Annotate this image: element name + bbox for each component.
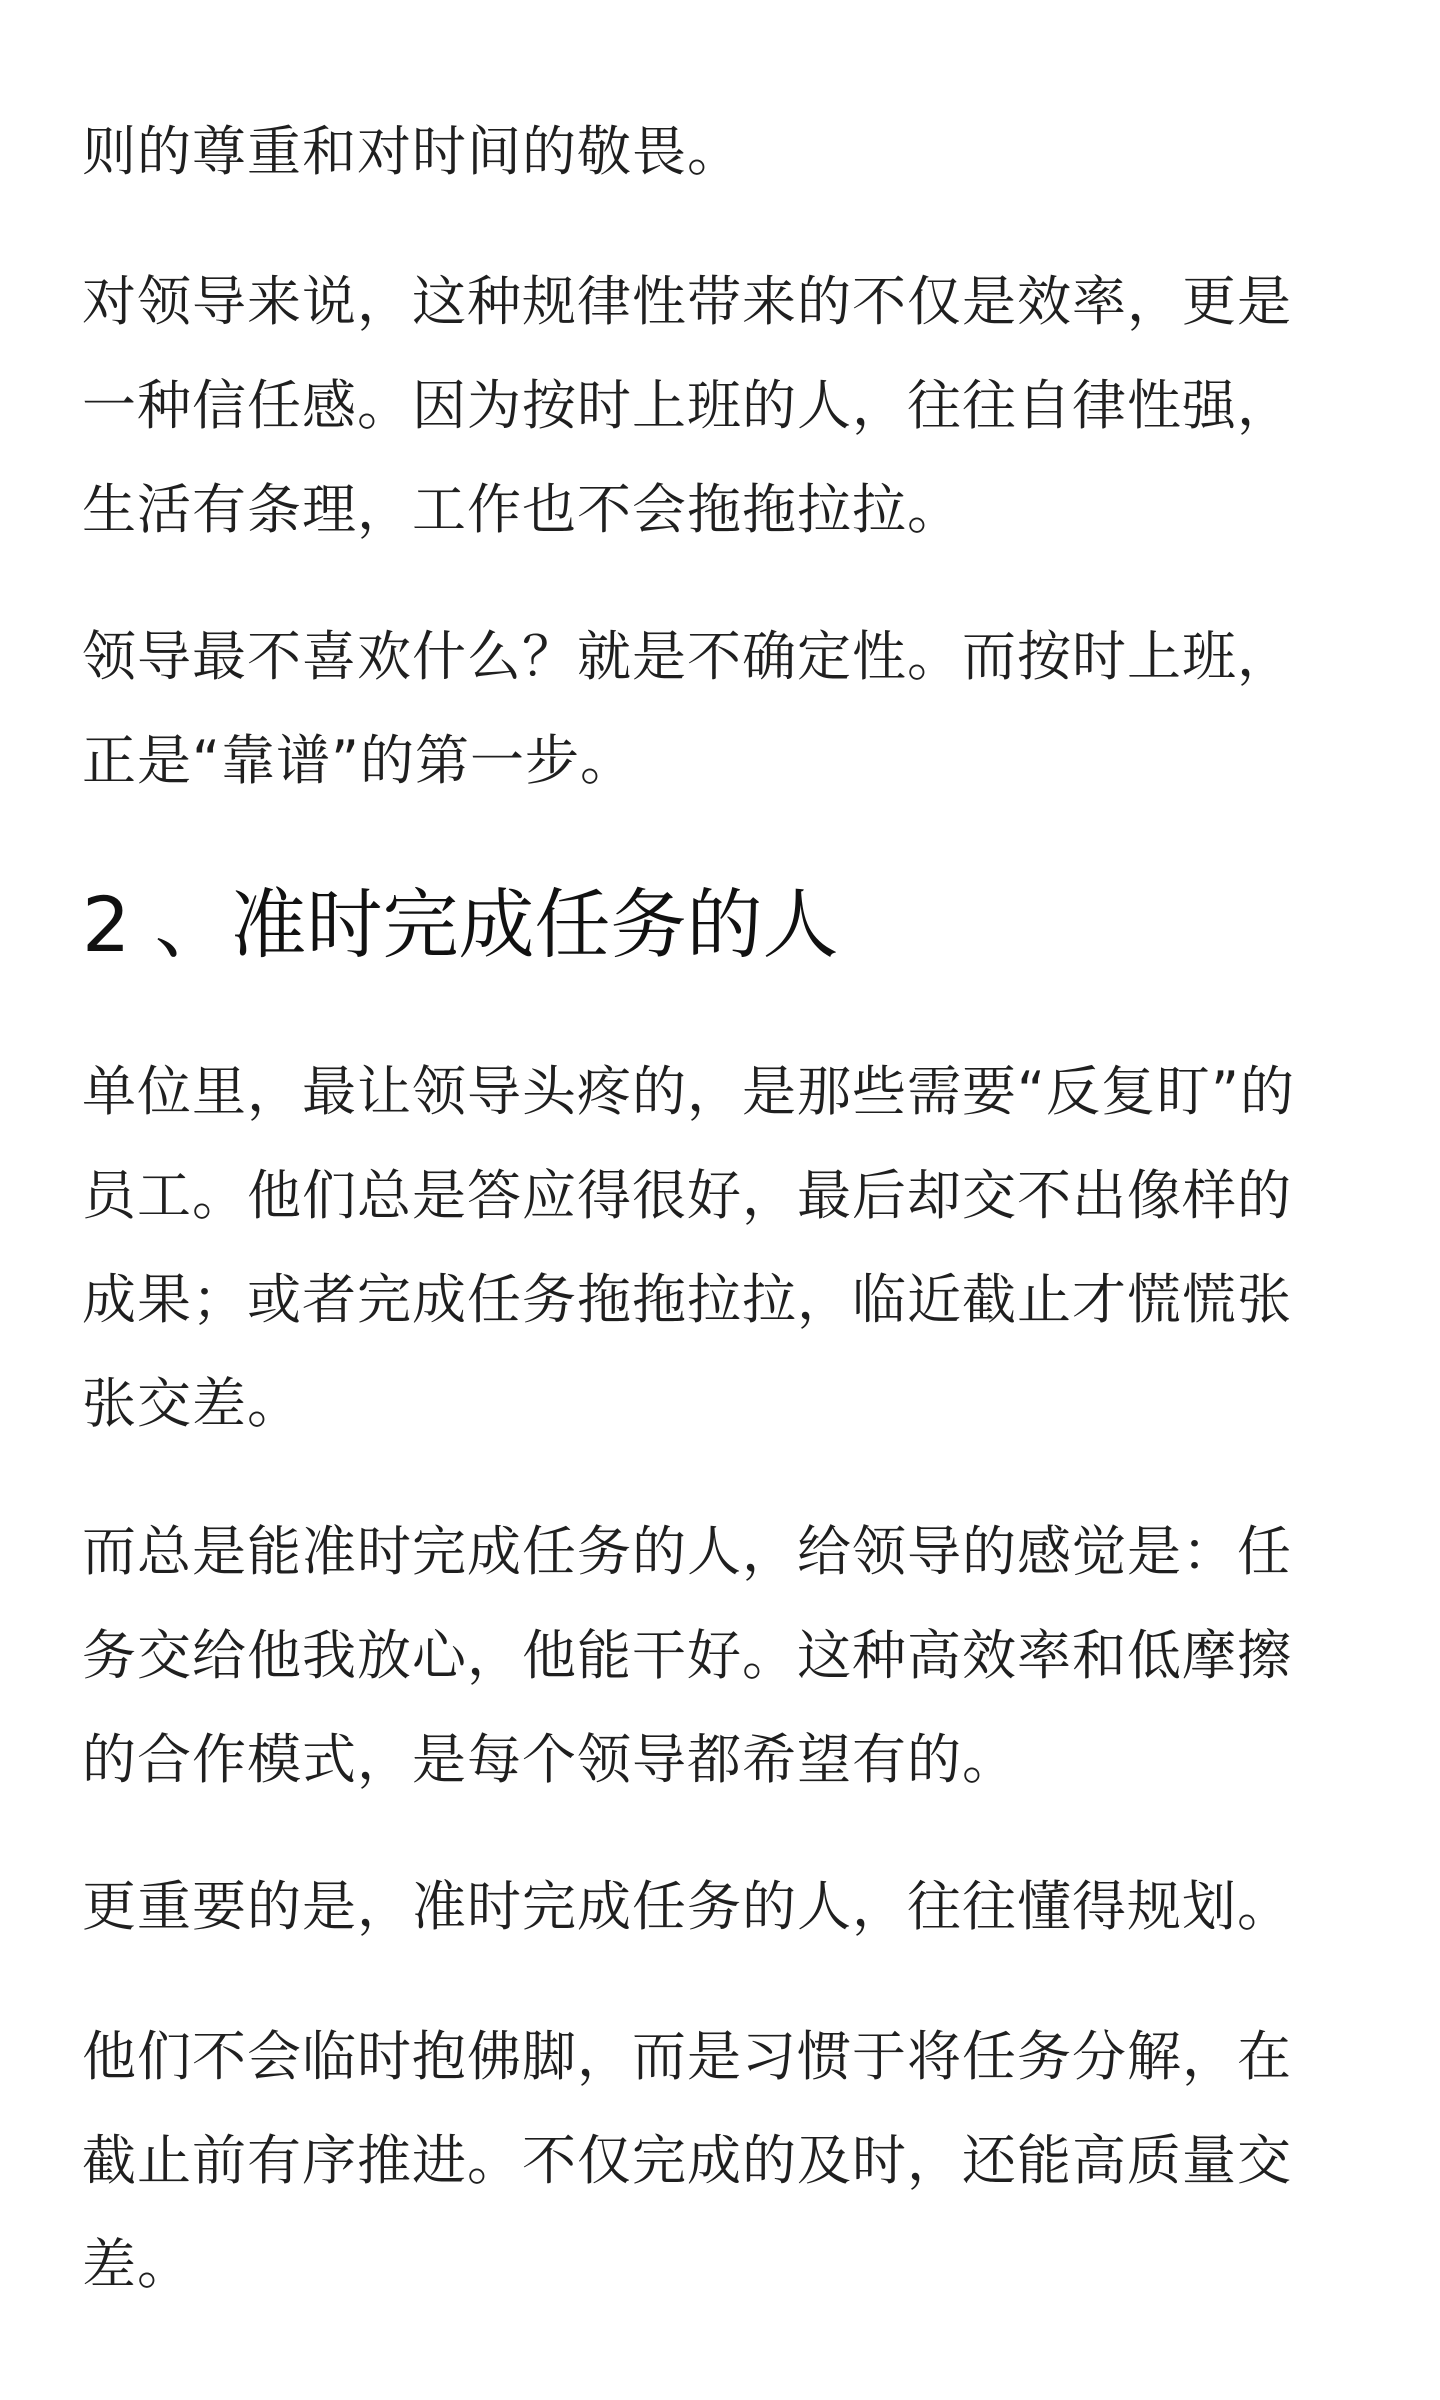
paragraph-line: 张交差。 <box>82 1372 302 1435</box>
paragraph-7 <box>82 2005 1292 2317</box>
paragraph-line: 务交给他我放心，他能干好。这种高效率和低摩擦 <box>82 1624 1292 1687</box>
paragraph-line: 员工。他们总是答应得很好，最后却交不出像样的 <box>82 1164 1292 1227</box>
paragraph-line: 成果；或者完成任务拖拖拉拉，临近截止才慌慌张 <box>82 1268 1292 1331</box>
paragraph-line: 领导最不喜欢什么？就是不确定性。而按时上班， <box>82 625 1292 688</box>
paragraph-line: 正是“靠谱”的第一步。 <box>82 729 635 792</box>
paragraph-line: 则的尊重和对时间的敬畏。 <box>82 120 742 183</box>
paragraph-2 <box>82 250 1292 562</box>
paragraph-line: 他们不会临时抱佛脚，而是习惯于将任务分解，在 <box>82 2025 1292 2088</box>
paragraph-line: 而总是能准时完成任务的人，给领导的感觉是：任 <box>82 1520 1292 1583</box>
paragraph-line: 一种信任感。因为按时上班的人，往往自律性强， <box>82 374 1292 437</box>
paragraph-3 <box>82 605 1292 813</box>
paragraph-line: 单位里，最让领导头疼的，是那些需要“反复盯”的 <box>82 1060 1295 1123</box>
paragraph-line: 生活有条理，工作也不会拖拖拉拉。 <box>82 478 962 541</box>
paragraph-line: 更重要的是，准时完成任务的人，往往懂得规划。 <box>82 1875 1292 1938</box>
paragraph-4 <box>82 1040 1295 1456</box>
paragraph-line: 差。 <box>82 2233 192 2296</box>
paragraph-line: 的合作模式，是每个领导都希望有的。 <box>82 1728 1017 1791</box>
paragraph-1 <box>82 100 742 204</box>
paragraph-line: 对领导来说，这种规律性带来的不仅是效率，更是 <box>82 270 1292 333</box>
section-heading: 2 、准时完成任务的人 <box>82 880 839 969</box>
paragraph-6 <box>82 1855 1292 1959</box>
paragraph-line: 截止前有序推进。不仅完成的及时，还能高质量交 <box>82 2129 1292 2192</box>
paragraph-5 <box>82 1500 1292 1812</box>
